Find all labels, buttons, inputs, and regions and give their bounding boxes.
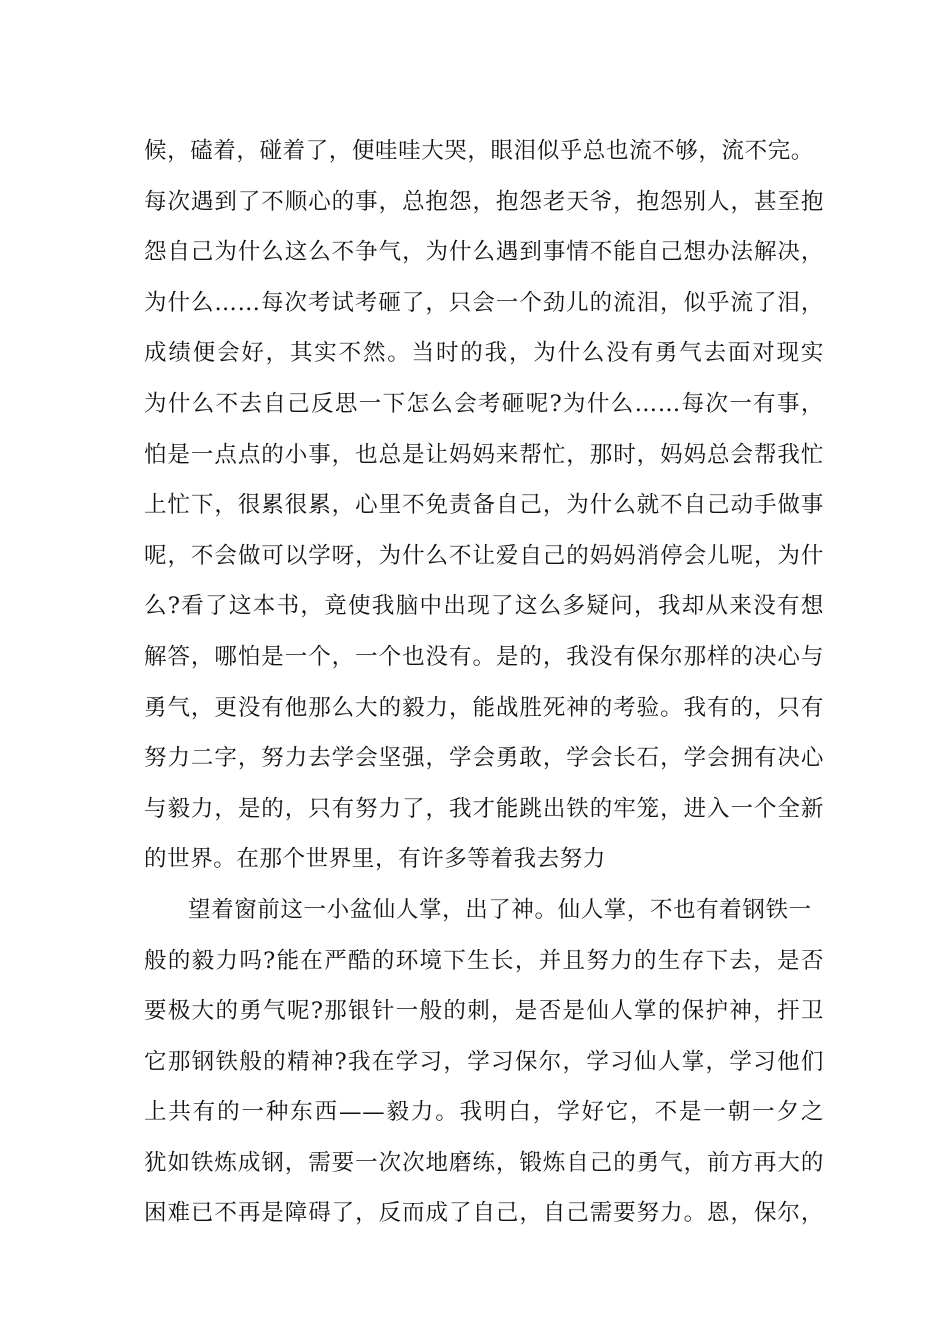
- paragraph-first-line: 望着窗前这一小盆仙人掌，出了神。仙人掌，不也有着钢铁一: [188, 896, 812, 923]
- text-line: 与毅力，是的，只有努力了，我才能跳出铁的牢笼，进入一个全新: [144, 795, 824, 822]
- text-line: 的世界。在那个世界里，有许多等着我去努力: [144, 846, 607, 873]
- text-line: 怕是一点点的小事，也总是让妈妈来帮忙，那时，妈妈总会帮我忙: [144, 441, 824, 468]
- text-line: 勇气，更没有他那么大的毅力，能战胜死神的考验。我有的，只有: [144, 694, 824, 721]
- text-line: 它那钢铁般的精神?我在学习，学习保尔，学习仙人掌，学习他们: [144, 1048, 824, 1075]
- text-line: 呢，不会做可以学呀，为什么不让爱自己的妈妈消停会儿呢，为什: [144, 542, 824, 569]
- text-line: 候，磕着，碰着了，便哇哇大哭，眼泪似乎总也流不够，流不完。: [144, 138, 814, 164]
- text-line: 犹如铁炼成钢，需要一次次地磨练，锻炼自己的勇气，前方再大的: [144, 1149, 824, 1176]
- text-line: 上共有的一种东西——毅力。我明白，学好它，不是一朝一夕之: [144, 1099, 824, 1126]
- text-line: 上忙下，很累很累，心里不免责备自己，为什么就不自己动手做事: [144, 492, 824, 519]
- text-line: 解答，哪怕是一个，一个也没有。是的，我没有保尔那样的决心与: [144, 643, 824, 670]
- text-line: 成绩便会好，其实不然。当时的我，为什么没有勇气去面对现实: [144, 340, 824, 367]
- text-line: 般的毅力吗?能在严酷的环境下生长，并且努力的生存下去，是否: [144, 947, 824, 974]
- text-line: 努力二字，努力去学会坚强，学会勇敢，学会长石，学会拥有决心: [144, 745, 824, 772]
- text-line: 么?看了这本书，竟使我脑中出现了这么多疑问，我却从来没有想: [144, 593, 824, 620]
- text-line: 要极大的勇气呢?那银针一般的刺，是否是仙人掌的保护神，扞卫: [144, 998, 824, 1025]
- text-line: 为什么……每次考试考砸了，只会一个劲儿的流泪，似乎流了泪，: [144, 289, 824, 316]
- text-line: 每次遇到了不顺心的事，总抱怨，抱怨老天爷，抱怨别人，甚至抱: [144, 188, 824, 215]
- text-line: 为什么不去自己反思一下怎么会考砸呢?为什么……每次一有事，: [144, 390, 824, 417]
- text-line: 困难已不再是障碍了，反而成了自己，自己需要努力。恩，保尔，: [144, 1200, 824, 1227]
- text-line: 怨自己为什么这么不争气，为什么遇到事情不能自己想办法解决，: [144, 239, 824, 266]
- body-text: [144, 126, 824, 1239]
